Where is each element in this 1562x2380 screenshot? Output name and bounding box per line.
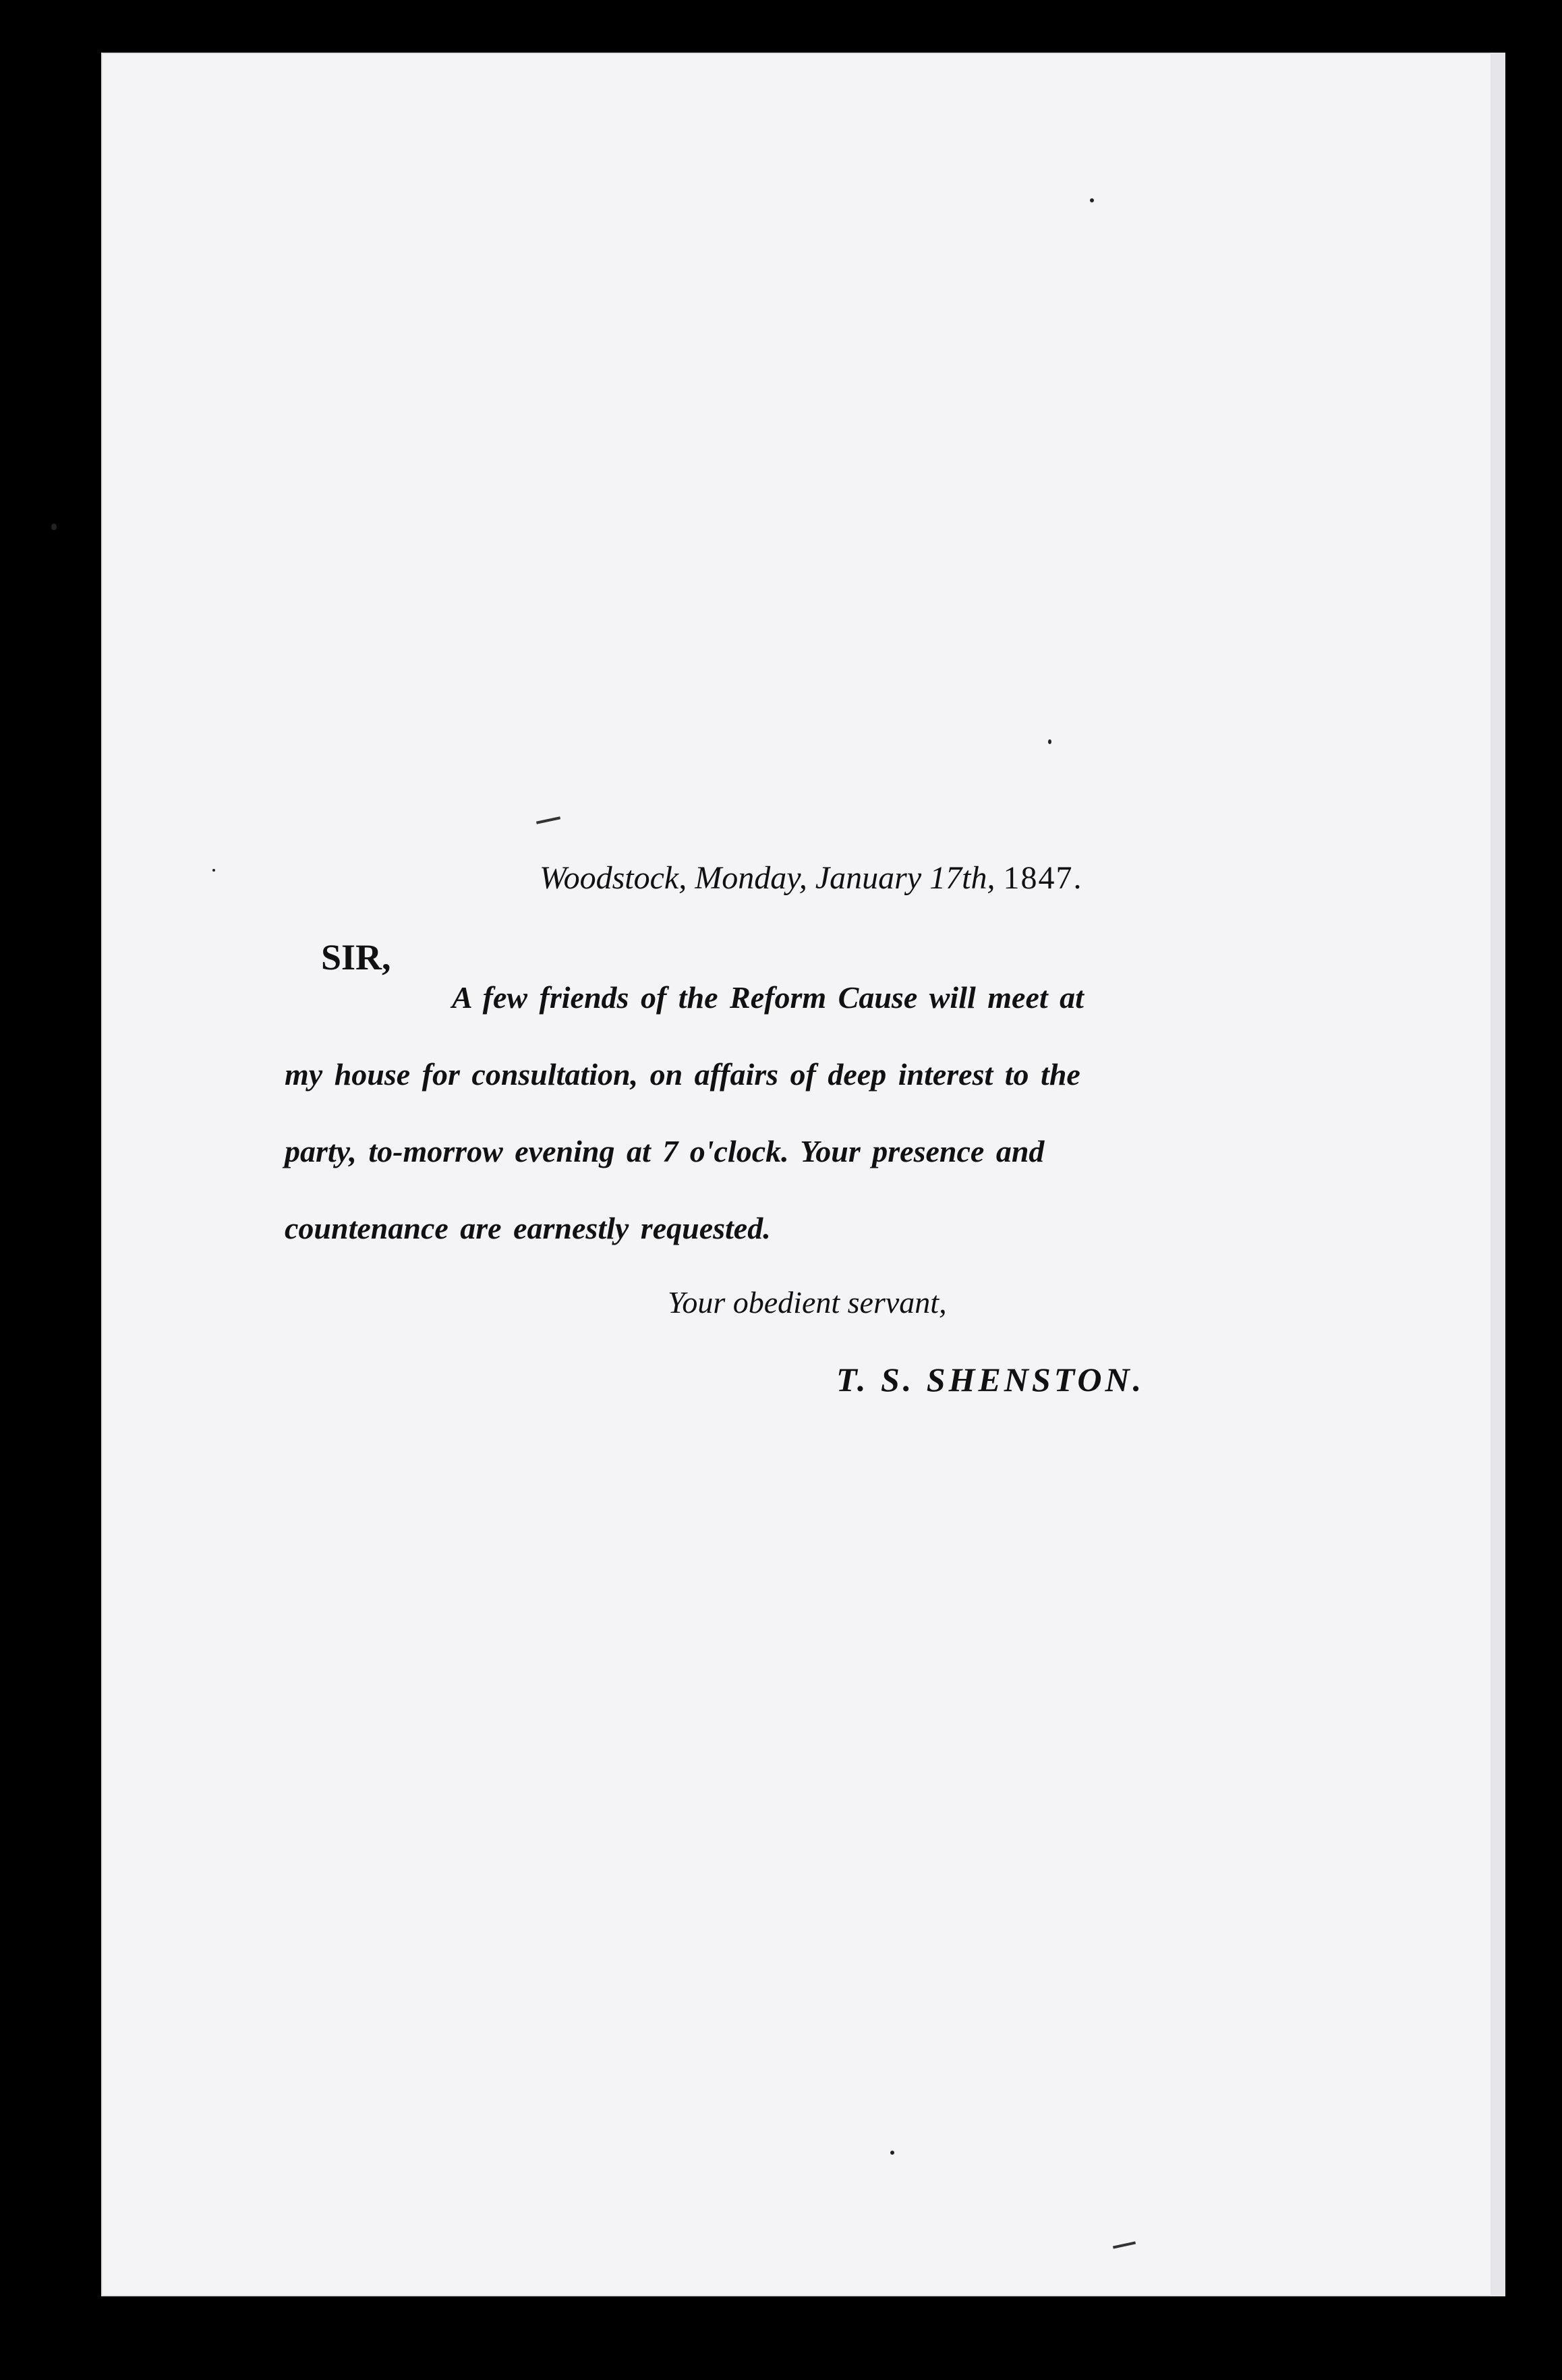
dateline-year: 1847.: [1003, 860, 1083, 896]
dateline-place: Woodstock, Monday, January 17th,: [540, 860, 995, 896]
ink-speck: [1048, 739, 1051, 744]
ink-speck: [890, 2151, 894, 2155]
letter-salutation: SIR,: [321, 937, 391, 978]
document-page: [101, 53, 1505, 2296]
ink-speck: [212, 869, 215, 872]
page-edge: [1491, 53, 1505, 2296]
ink-speck: [1090, 198, 1094, 202]
ink-speck: [51, 523, 57, 530]
letter-signature: T. S. SHENSTON.: [836, 1361, 1145, 1398]
letter-body-line: party, to-morrow evening at 7 o'clock. Your presence and: [285, 1134, 1045, 1168]
letter-body-line: countenance are earnestly requested.: [285, 1211, 771, 1245]
letter-closing: Your obedient servant,: [668, 1285, 947, 1320]
letter-body-line: A few friends of the Reform Cause will meet at: [452, 980, 1084, 1015]
letter-dateline: [540, 862, 1082, 895]
letter-body-line: my house for consultation, on affairs of deep interest to the: [285, 1057, 1080, 1092]
